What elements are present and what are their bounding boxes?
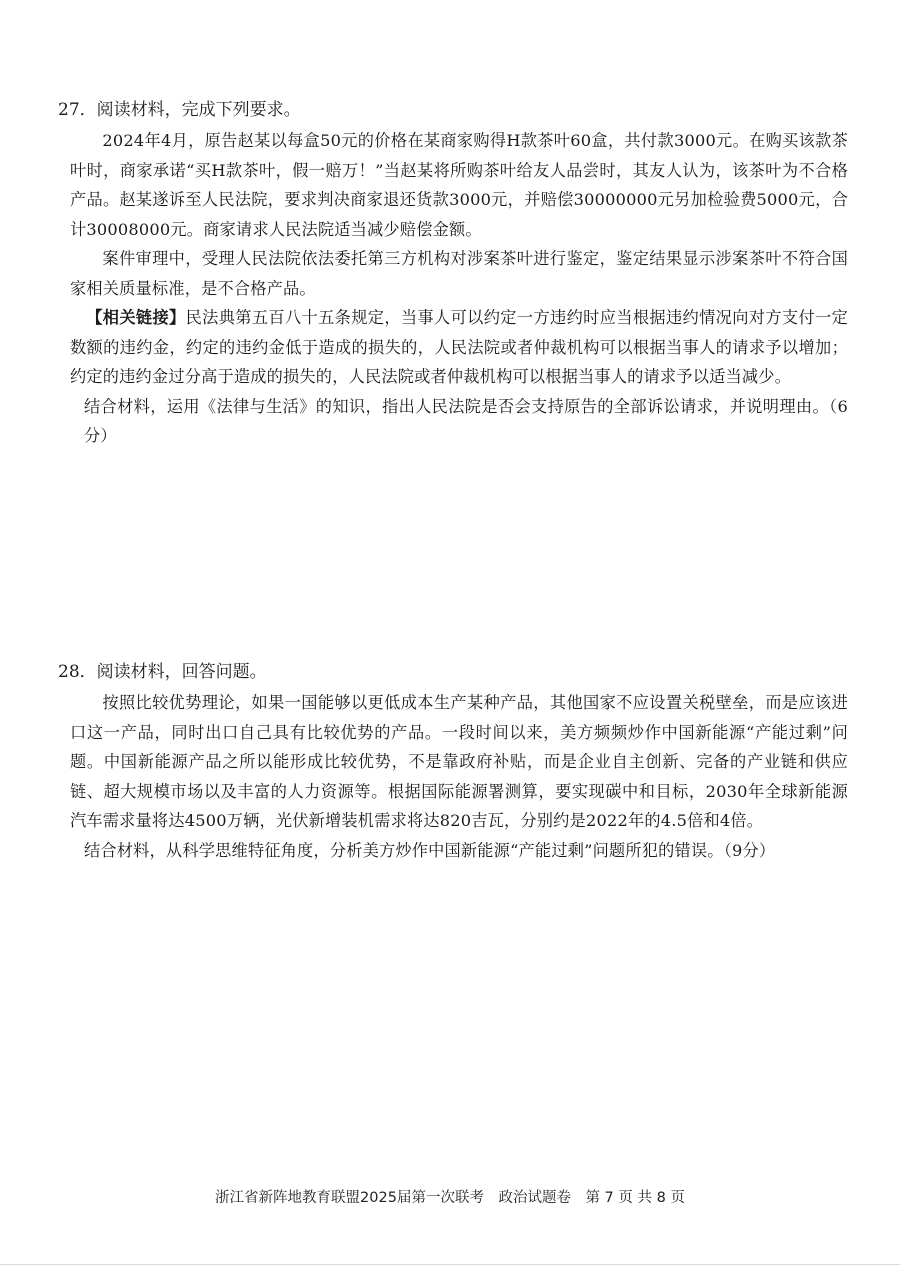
- question-27-material-paragraph-1: 2024年4月，原告赵某以每盒50元的价格在某商家购得H款茶叶60盒，共付款3000元。在购买该款茶叶时，商家承诺“买H款茶叶，假一赔万！”当赵某将所购茶叶给友人品尝时，其友人认为，该茶叶为不合格产品。赵某遂诉至人民法院，要求判决商家退还货款3000元，并赔偿30000000元另加检验费5000元，合计30008000元。商家请求人民法院适当减少赔偿金额。: [70, 131, 848, 239]
- question-28-task: 结合材料，从科学思维特征角度，分析美方炒作中国新能源“产能过剩”问题所犯的错误。（9分）: [84, 840, 776, 860]
- bottom-divider: [0, 1264, 900, 1265]
- question-27-related-link: [58, 303, 848, 392]
- question-27-material-paragraph-2: 案件审理中，受理人民法院依法委托第三方机构对涉案茶叶进行鉴定，鉴定结果显示涉案茶叶不符合国家相关质量标准，是不合格产品。: [70, 249, 848, 298]
- related-link-text: 民法典第五百八十五条规定，当事人可以约定一方违约时应当根据违约情况向对方支付一定数额的违约金，约定的违约金低于造成的损失的，人民法院或者仲裁机构可以根据当事人的请求予以增加；约定的违约金过分高于造成的损失的，人民法院或者仲裁机构可以根据当事人的请求予以适当减少。: [70, 308, 848, 386]
- question-28-header: 28．阅读材料，回答问题。: [58, 662, 267, 682]
- question-28-material-paragraph: 按照比较优势理论，如果一国能够以更低成本生产某种产品，其他国家不应设置关税壁垒，而是应该进口这一产品，同时出口自己具有比较优势的产品。一段时间以来，美方频频炒作中国新能源“产能过剩”问题。中国新能源产品之所以能形成比较优势，不是靠政府补贴，而是企业自主创新、完备的产业链和供应链、超大规模市场以及丰富的人力资源等。根据国际能源署测算，要实现碳中和目标，2030年全球新能源汽车需求量将达4500万辆，光伏新增装机需求将达820吉瓦，分别约是2022年的4.5倍和4倍。: [70, 693, 848, 830]
- related-link-label: 【相关链接】: [86, 308, 186, 327]
- question-27-header: 27．阅读材料，完成下列要求。: [58, 100, 301, 120]
- question-27-task: 结合材料，运用《法律与生活》的知识，指出人民法院是否会支持原告的全部诉讼请求，并说明理由。（6分）: [84, 396, 848, 445]
- question-27: [58, 96, 848, 451]
- question-28: [58, 658, 848, 865]
- page-footer: 浙江省新阵地教育联盟2025届第一次联考 政治试题卷 第 7 页 共 8 页: [215, 1190, 685, 1206]
